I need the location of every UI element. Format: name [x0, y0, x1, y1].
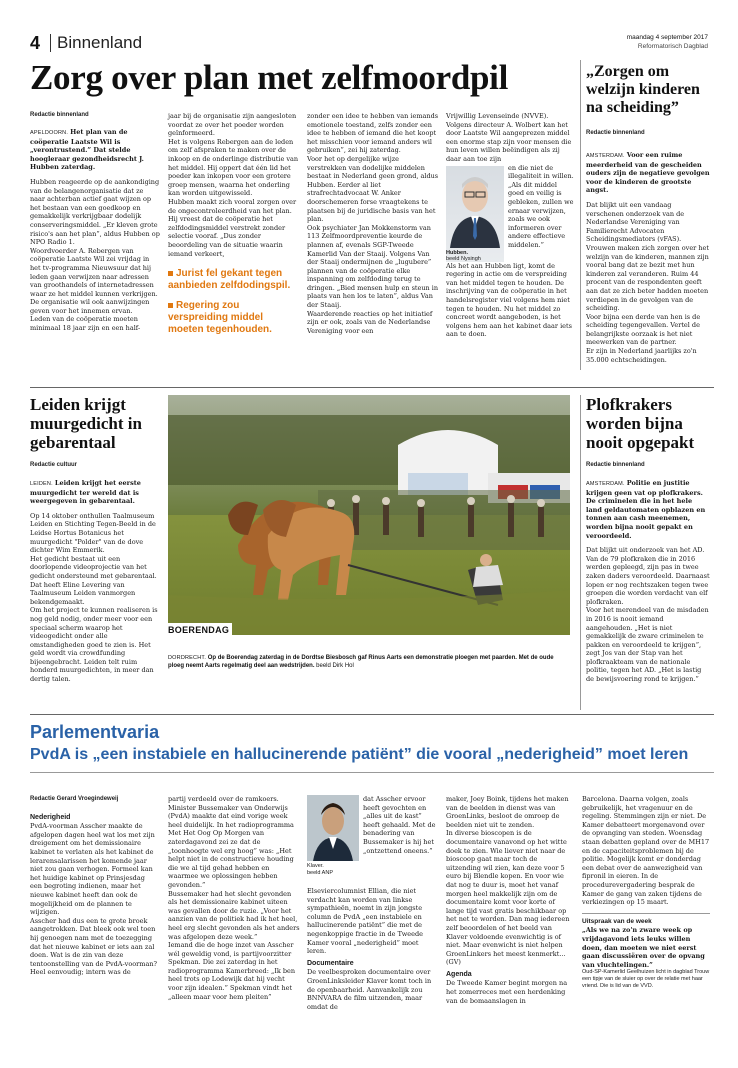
pull-quote-1: Jurist fel gekant tegen aanbieden zelfdodingspil.	[168, 268, 291, 292]
subhead: Documentaire	[307, 959, 354, 967]
paragraph: Vrijwillig Levenseinde (NVVE). Volgens directeur A. Wolbert kan het door Laatste Wil aangeprezen middel een enorme stap zijn voor mensen die hun leven willen beëindigen als zij daar aan toe zijn	[446, 112, 572, 163]
paragraph: jaar bij de organisatie zijn aangesloten voordat ze over het poeder worden geïnformeerd.	[168, 112, 297, 138]
paragraph: en die niet de illegaliteit in willen. „Als dit middel goed en veilig is gebleken, zullen we ernaar verwijzen, zoals we ook informeren over andere effectieve middelen.”	[508, 163, 574, 249]
paragraph: Woordvoerder A. Rebergen van coöperatie Laatste Wil zei vrijdag in het tv-programma Nieuwsuur dat hij leden gaan verwijzen naar adressen van groothandels of internetadressen waar ze het middel kunnen verkrijgen. De organisatie wil ook aanwijzingen geven voor het innemen ervan.	[30, 246, 158, 315]
paragraph: zonder een idee te hebben van iemands emotionele toestand, zelfs zonder een idee te hebben of iemand die het koopt het misschien voor iemand anders wil gebruiken”, zei hij zaterdag.	[307, 112, 439, 155]
issue-date: maandag 4 september 2017	[626, 34, 708, 41]
pull-quote-2: Regering zou verspreiding middel moeten tegenhouden.	[168, 300, 272, 336]
plof-article: AMSTERDAM. Politie en justitie krijgen geen vat op plofkrakers. De criminelen die in het hele land geldautomaten opblazen en tonnen aan cash meenemen, worden bijna nooit gepakt en veroordeeld. Dat blijkt uit onderzoek van het AD. Van de 79 plofkraken die in 2016 werden gepleegd, zijn pas in twee zaken daders veroordeeld. Daarnaast lopen er nog rechtszaken tegen twee groepen die worden verdacht van elf plofkraken. Voor het merendeel van de misdaden in 2016 is nooit iemand aangehouden. „Het is niet gemakkelijk de zware criminelen te pakken en veroordeeld te krijgen”, zegt Jos van der Stap van het plofkraakteam van de nationale politie, tegen het AD. „Het is lastig de bewijsvoering rond te krijgen.”	[586, 479, 710, 684]
paragraph: Hubben reageerde op de aankondiging van de belangenorganisatie dat ze naar achterban actief gaat wijzen op het bestaan van een goedkoop en gemakkelijk verkrijgbaar dodelijk conserveringsmiddel. „Er kleven grote risico's aan het plan”, aldus Hubben op NPO Radio 1.	[30, 177, 160, 247]
parl-section-title: Parlementvaria	[30, 722, 160, 742]
side-article-scheiding: AMSTERDAM. Voor een ruime meerderheid van de gescheiden ouders zijn de negatieve gevolgen voor de kinderen de grootste angst. Dat blijkt uit een vandaag verschenen onderzoek van de Nederlandse Vereniging van Familierecht Advocaten Scheidingsmediators (vFAS). Vrouwen maken zich zorgen over het welzijn van de kinderen, mannen zijn vooral bang dat ze bezit met hun kinderen zal veranderen. Ruim 44 procent van de respondenten geeft aan dat ze zich beter hadden moeten verdiepen in de gevolgen van de scheiding. Voor bijna een derde van hen is de scheiding tegengevallen. Vertel de belangrijkste oorzaak is het niet meewerken van de partner. Er zijn in Nederland jaarlijks zo'n 35.000 echtscheidingen.	[586, 151, 710, 364]
photo-caption: Hubben.	[446, 249, 468, 256]
portrait-hubben	[446, 166, 504, 262]
page-number: 4	[30, 33, 41, 53]
photo-credit: beeld Nysingh	[446, 256, 481, 262]
portrait-klaver: Klaver. beeld ANP	[307, 795, 359, 887]
photo-caption: DORDRECHT. Op de Boerendag zaterdag in de Dordtse Biesbosch gaf Rinus Aarts een demonstratie ploegen met paarden. Met de oude ploeg neemt Aarts regelmatig deel aan wedstrijden. beeld Dirk Hol	[168, 655, 554, 669]
paragraph: Leden van de coöperatie moeten minimaal 18 jaar zijn en een half-	[30, 315, 141, 333]
paragraph: Voor het op dergelijke wijze verstrekken van dodelijke middelen bestaat in Nederland geen grond, aldus Hubben. Eerder al liet strafrechtadvocaat W. Anker doorschemeren forse vraagtekens te plaatsen bij de juridische basis van het plan.	[307, 154, 439, 224]
paragraph: Waarderende reacties op het initiatief zijn er ook, zoals van de Nederlandse Vereniging voor een	[307, 309, 433, 335]
subhead: Agenda	[446, 970, 472, 978]
plof-byline: Redactie binnenland	[586, 462, 645, 468]
boerendag-photo	[168, 395, 570, 635]
dateline: APELDOORN.	[30, 130, 69, 136]
main-col-3	[307, 112, 439, 335]
main-headline: Zorg over plan met zelfmoordpil	[30, 58, 509, 97]
photo-label: BOERENDAG	[168, 623, 232, 635]
paragraph: Het is volgens Rebergen aan de leden om zelf afspraken te maken over de inkoop en de onderlinge distributie van het middel. Hij oppert dat één lid het poeder kan inkopen voor een grotere groep mensen, waarna het onderling kan worden uitgewisseld.	[168, 137, 299, 198]
side-byline: Redactie binnenland	[586, 130, 645, 136]
main-col-1	[30, 128, 160, 333]
main-col-4	[446, 112, 574, 339]
paragraph: Als het aan Hubben ligt, komt de regering in actie om de verspreiding van het middel tegen te houden. De inschrijving van de coöperatie in het handelsregister viel volgens hem niet tegen te houden. Nu het middel zo concreet wordt aangeboden, is het volgens hem aan het kabinet daar iets aan te doen.	[446, 261, 572, 339]
parl-col-2: partij verdeeld over de ramkoers. Minister Bussemaker van Onderwijs (PvdA) maakte dat eind vorige week heel duidelijk. In het radioprogramma Met Het Oog Op Morgen van zaterdagavond zei ze dat de „toonhoogte wel erg hoog” was: „Het helpt niet in de constructieve houding die we al tijd gehad hebben en waarmee we oplossingen hebben gevonden.” Bussemaker had het slecht gevonden als het demissionaire kabinet uiteen was gevallen door de ruzie. „Voor het aanzien van de politiek had ik het heel, heel erg slecht gevonden als het anders was afgelopen deze week.” Iemand die de hoge inzet van Asscher wél geweldig vond, is partijvoorzitter Spekman. Die zei zaterdag in het radioprogramma Kamerbreed: „Ik ben heel trots op Lodewijk dat hij vecht voor zijn idealen.” Spekman vindt het „alleen maar voor hem pleiten”	[168, 795, 300, 1001]
parl-col-3: Klaver. beeld ANP dat Asscher ervoor heeft gevochten en „alles uit de kast” heeft gehaald. Met de benadering van Bussemaker is hij het „ontzettend oneens.” Elseviercolumnist Ellian, die niet verdacht kan worden van linkse sympathieën, noemt in zijn jongste column de PvdA „een instabiele en hallucinerende patiënt” die met de negenkoppige fractie in de Tweede Kamer vooral „nederigheid” moet leren. Documentaire De veelbesproken documentaire over GroenLinksleider Klaver komt toch in de openbaarheid. Aanvankelijk zou BNNVARA de film uitzenden, maar omdat de	[307, 795, 439, 1011]
main-byline: Redactie binnenland	[30, 112, 89, 118]
main-col-2	[168, 112, 300, 336]
parl-col-1: Redactie Gerard Vroegindeweij Nederigheid PvdA-voorman Asscher maakte de afgelopen dagen heel wat los met zijn dreigement om het demissionaire kabinet te verlaten als het kabinet de lerarensalarissen het komende jaar niet zou gaan verhogen. Formeel kan het huidige kabinet op Prinsjesdag een begroting indienen, maar het nieuwe kabinet heeft dan ook de mogelijkheid om de plannen te wijzigen. Asscher had dus een te grote broek aangetrokken. Dat bleek ook wel toen hij genoegen nam met de toezegging dat het nieuwe kabinet er iets aan zal doen. Wat is de zin van deze tentoonstelling van de PvdA-voorman? Heel eenvoudig; intern was de	[30, 796, 158, 977]
plof-headline: Plofkrakers worden bijna nooit opgepakt	[586, 395, 695, 452]
paragraph: Ook psychiater Jan Mokkenstorm van 113 Zelfmoordpreventie keurde de plannen af, evenals SGP-Tweede Kamerlid Van der Staaij. Volgens Van der Staaij ondermijnen de „lugubere” plannen van de coöperatie elke inspanning om zelfdoding terug te dringen. „Bied mensen hulp en steun in plaats van hen los te laten”, aldus Van der Staaij.	[307, 223, 439, 310]
side-headline-scheiding: „Zorgen om welzijn kinderen na scheiding”	[586, 63, 700, 116]
parl-headline: PvdA is „een instabiele en hallucinerende patiënt” die vooral „nederigheid” moet leren	[30, 746, 689, 763]
section-title: Binnenland	[57, 33, 143, 52]
parl-col-5: Barcelona. Daarna volgen, zoals gebruikelijk, het vragenuur en de regeling. Stemmingen zijn er niet. De Kamer debatteert morgenavond over de opvanging van steden. Woensdag staan debatten gepland over de MH17 en de capaciteitsproblemen bij de politie. Mogelijk komt er donderdag een debat over de aanwezigheid van fipronil in eieren. In de procedurevergadering besprak de Kamer de gang van zaken tijdens de verkiezingen op 15 maart. Uitspraak van de week „Als we na zo'n zware week op vrijdagavond iets leuks willen doen, dan moeten we niet eerst gaan discussiëren over de opvang van vluchtelingen.” Oud-SP-Kamerlid Geelhuizen licht in dagblad Trouw een tipje van de sluier op over de relatie met haar vriend. Die is lid van de VVD.	[582, 795, 710, 990]
leiden-headline: Leiden krijgt muurgedicht in gebarentaal	[30, 395, 142, 452]
parl-col-4: maker, Joey Boink, tijdens het maken van de beelden in dienst was van GroenLinks, besloot de omroep de beelden niet uit te zenden. In diverse bioscopen is de documentaire vanavond op het witte doek te zien. Wie liever niet naar de bioscoop gaat maar toch de uitzending wil zien, kan deze voor 5 euro bij Blendle kopen. En voor wie dat nog te duur is, moet het vanaf morgen heel makkelijk zijn om de documentaire komt voor korte of lange tijd vast gratis beschikbaar op het net te worden. Dan mag iedereen zelf beoordelen of het beeld van Klaver voldoende evenwichtig is of niet. Maar evenwicht is niet helpen GroenLinkers het meest kenmerkt... (GV) Agenda De Tweede Kamer begint morgen na het zomerreces met een herdenking van de bomaanslagen in	[446, 795, 574, 1005]
intro: Het plan van de coöperatie Laatste Wil is „verontrustend.” Dat stelde hoogleraar gezondheidsrecht J. Hubben zaterdag.	[30, 128, 144, 172]
subhead: Uitspraak van de week	[582, 917, 652, 925]
paragraph: Hubben maakt zich vooral zorgen over de ongecontroleerdheid van het plan. Hij vreest dat de coöperatie het zelfdodingsmiddel verstrekt zonder selectie vooraf. „Dus zonder beoordeling van de situatie waarin iemand verkeert,	[168, 197, 297, 258]
leiden-article: LEIDEN. Leiden krijgt het eerste muurgedicht ter wereld dat is weergegeven in gebarentaal. Op 14 oktober onthullen Taalmuseum Leiden en Stichting Tegen-Beeld in de Leidse Hortus Botanicus het muurgedicht "Polder" van de dove dichter Wim Emmerik. Het gedicht bestaat uit een doorlopende videoprojectie van het gedicht ondersteund met gebarentaal. Dat heeft Eline Levering van Taalmuseum Leiden vanmorgen bekendgemaakt. Om het project te kunnen realiseren is nog geld nodig, onder meer voor een speciaal scherm waarop het videogedicht onder alle omstandigheden goed te zien is. Het geld wordt via crowdfunding bijeengebracht. Leiden telt ruim honderd muurgedichten, in meer dan dertig talen.	[30, 479, 158, 684]
subhead: Nederigheid	[30, 813, 71, 821]
quote-of-week: „Als we na zo'n zware week op vrijdagavond iets leuks willen doen, dan moeten we niet eerst gaan discussiëren over de opvang van vluchtelingen.”	[582, 926, 705, 969]
leiden-byline: Redactie cultuur	[30, 462, 78, 468]
paper-name: Reformatorisch Dagblad	[637, 43, 708, 50]
